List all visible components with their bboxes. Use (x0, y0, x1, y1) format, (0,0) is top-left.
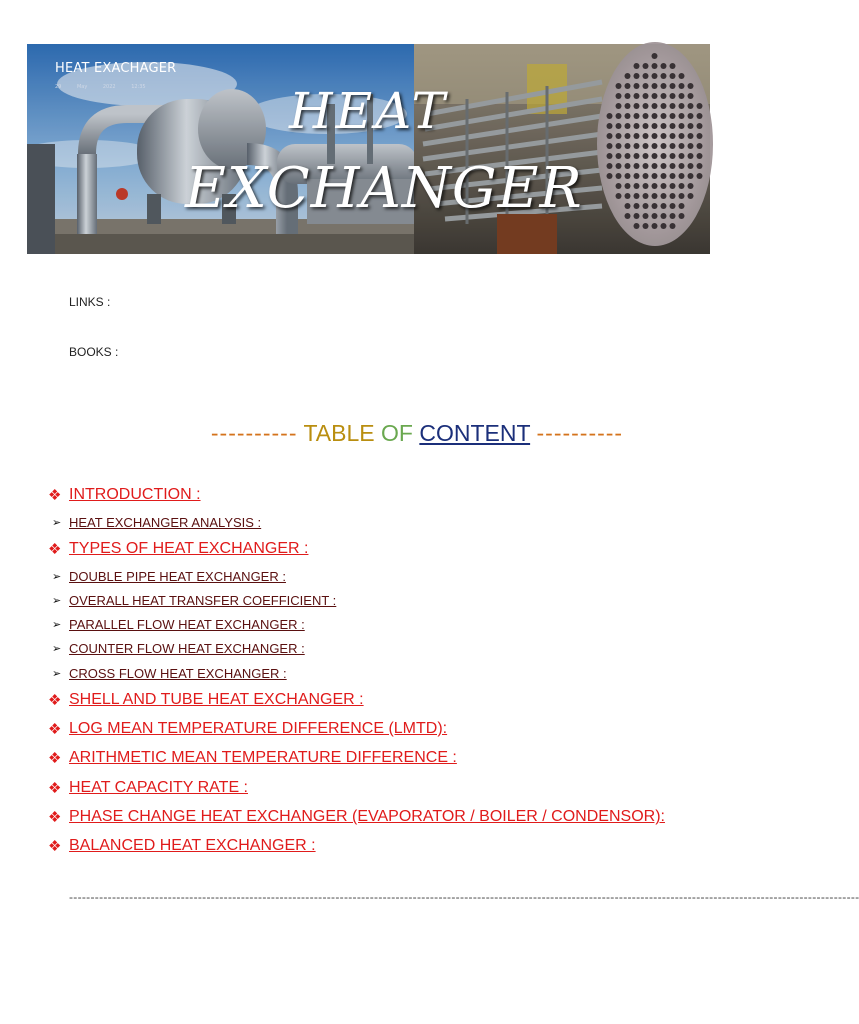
toc-link[interactable]: SHELL AND TUBE HEAT EXCHANGER : (69, 691, 364, 708)
toc-link[interactable]: HEAT EXCHANGER ANALYSIS : (69, 515, 262, 530)
toc-link[interactable]: TYPES OF HEAT EXCHANGER : (69, 540, 309, 557)
toc-link[interactable]: ARITHMETIC MEAN TEMPERATURE DIFFERENCE : (69, 749, 457, 766)
toc-link[interactable]: PHASE CHANGE HEAT EXCHANGER (EVAPORATOR / BOILER / CONDENSOR): (69, 808, 665, 825)
links-label: LINKS : (69, 295, 111, 309)
banner-title-line-1: HEAT (289, 82, 448, 140)
diamond-bullet-icon: ❖ (48, 809, 62, 826)
toc-link[interactable]: BALANCED HEAT EXCHANGER : (69, 837, 316, 854)
arrow-bullet-icon: ➢ (52, 517, 62, 529)
toc-heading (0, 420, 834, 447)
arrow-bullet-icon: ➢ (52, 643, 62, 655)
diamond-bullet-icon: ❖ (48, 721, 62, 738)
diamond-bullet-icon: ❖ (48, 541, 62, 558)
toc-dash-right: ---------- (536, 420, 624, 446)
toc-link[interactable]: DOUBLE PIPE HEAT EXCHANGER : (69, 569, 286, 584)
diamond-bullet-icon: ❖ (48, 487, 62, 504)
arrow-bullet-icon: ➢ (52, 571, 62, 583)
banner-meta: 29 May 2022 12:35 (55, 84, 146, 90)
toc-word-content: CONTENT (419, 420, 531, 446)
toc-word-of: OF (381, 420, 413, 446)
toc-dash-left: ---------- (210, 420, 298, 446)
diamond-bullet-icon: ❖ (48, 780, 62, 797)
diamond-bullet-icon: ❖ (48, 750, 62, 767)
toc-link[interactable]: HEAT CAPACITY RATE : (69, 779, 248, 796)
toc-link[interactable]: INTRODUCTION : (69, 486, 201, 503)
header-banner (27, 44, 710, 254)
footer-dashed-rule: ---------------------------------------------------------------------------------------------------------------------------------------------------------------------------------------- (69, 890, 859, 904)
banner-label: HEAT EXACHAGER (55, 61, 177, 76)
toc-link[interactable]: LOG MEAN TEMPERATURE DIFFERENCE (LMTD): (69, 720, 448, 737)
books-label: BOOKS : (69, 345, 119, 359)
toc-link[interactable]: CROSS FLOW HEAT EXCHANGER : (69, 666, 287, 681)
diamond-bullet-icon: ❖ (48, 838, 62, 855)
arrow-bullet-icon: ➢ (52, 668, 62, 680)
toc-word-table: TABLE (303, 420, 375, 446)
banner-title-line-2: EXCHANGER (185, 156, 583, 221)
toc-link[interactable]: COUNTER FLOW HEAT EXCHANGER : (69, 641, 305, 656)
toc-link[interactable]: PARALLEL FLOW HEAT EXCHANGER : (69, 617, 305, 632)
diamond-bullet-icon: ❖ (48, 692, 62, 709)
toc-link[interactable]: OVERALL HEAT TRANSFER COEFFICIENT : (69, 593, 337, 608)
arrow-bullet-icon: ➢ (52, 595, 62, 607)
arrow-bullet-icon: ➢ (52, 619, 62, 631)
